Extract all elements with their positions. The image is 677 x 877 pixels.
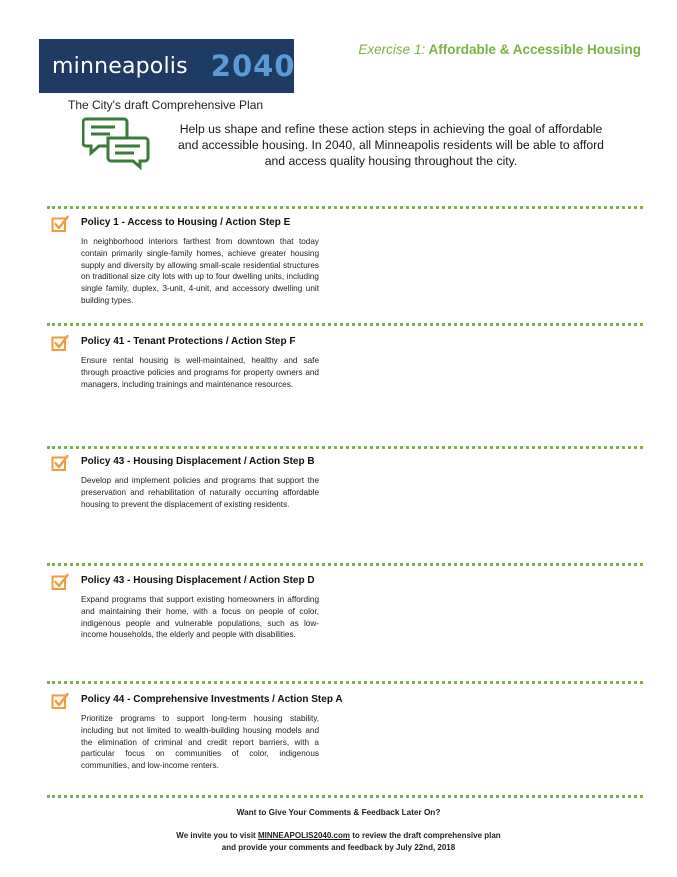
- footer-invite: [0, 830, 677, 853]
- policy-body: In neighborhood interiors farthest from downtown that today contain primarily single-family homes, achieve greater housing supply and diversity by allowing small-scale residential structures on traditional size city lots with up to four dwelling units, including single family, duplex, 3-unit, 4-unit, and accessory dwelling unit building types.: [81, 237, 319, 305]
- policy-body: Prioritize programs to support long-term housing stability, including but not limited to wealth-building housing models and the elimination of criminal and credit report barriers, with a particular focus on communities of color, indigenous communities, and low-income renters.: [81, 714, 319, 771]
- checkbox-checked-icon: [51, 215, 69, 233]
- policy-body: Expand programs that support existing homeowners in affording and maintaining their home, with a focus on people of color, indigenous people and vulnerable populations, such as low-income households, the elderly and people with disabilities.: [81, 595, 319, 640]
- policy-title: Policy 41 - Tenant Protections / Action Step F: [81, 336, 296, 347]
- footer-invite-post: to review the draft comprehensive plan: [349, 831, 501, 840]
- dotted-divider: [47, 206, 643, 209]
- footer-deadline-line: and provide your comments and feedback by July 22nd, 2018: [221, 842, 456, 852]
- dotted-divider: [47, 563, 643, 566]
- logo-word: minneapolis: [52, 53, 188, 79]
- checkbox-checked-icon: [51, 573, 69, 591]
- exercise-label: Exercise 1:: [358, 42, 426, 57]
- policy-body: Ensure rental housing is well-maintained, healthy and safe through proactive policies and programs for property owners and managers, including trainings and maintenance resources.: [81, 356, 319, 389]
- intro-line: and accessible housing. In 2040, all Minneapolis residents will be able to afford: [178, 138, 604, 152]
- intro-text: [160, 121, 622, 169]
- exercise-title: Affordable & Accessible Housing: [428, 42, 641, 57]
- policy-title: Policy 43 - Housing Displacement / Action Step B: [81, 456, 315, 467]
- policy-title: Policy 44 - Comprehensive Investments / Action Step A: [81, 694, 343, 705]
- footer-question: Want to Give Your Comments & Feedback Later On?: [236, 808, 441, 817]
- dotted-divider: [47, 323, 643, 326]
- plan-subtitle: The City's draft Comprehensive Plan: [68, 98, 264, 112]
- checkbox-checked-icon: [51, 454, 69, 472]
- logo-number: 2040: [210, 49, 296, 83]
- chat-bubbles-icon: [82, 116, 150, 170]
- policy-title: Policy 1 - Access to Housing / Action Step E: [81, 217, 291, 228]
- policy-body: Develop and implement policies and programs that support the preservation and rehabilitation of naturally occurring affordable housing to prevent the displacement of existing residents.: [81, 476, 319, 509]
- intro-line: Help us shape and refine these action steps in achieving the goal of affordable: [179, 122, 603, 136]
- intro-line: and access quality housing throughout the city.: [264, 154, 518, 168]
- footer-invite-pre: We invite you to visit: [176, 831, 258, 840]
- checkbox-checked-icon: [51, 334, 69, 352]
- footer-invite-line: [0, 830, 677, 842]
- dotted-divider: [47, 681, 643, 684]
- minneapolis-2040-logo: [39, 39, 294, 93]
- exercise-heading: [358, 42, 641, 57]
- dotted-divider: [47, 446, 643, 449]
- policy-title: Policy 43 - Housing Displacement / Action Step D: [81, 575, 315, 586]
- minneapolis2040-link[interactable]: MINNEAPOLIS2040.com: [257, 831, 350, 840]
- dotted-divider: [47, 795, 643, 798]
- checkbox-checked-icon: [51, 692, 69, 710]
